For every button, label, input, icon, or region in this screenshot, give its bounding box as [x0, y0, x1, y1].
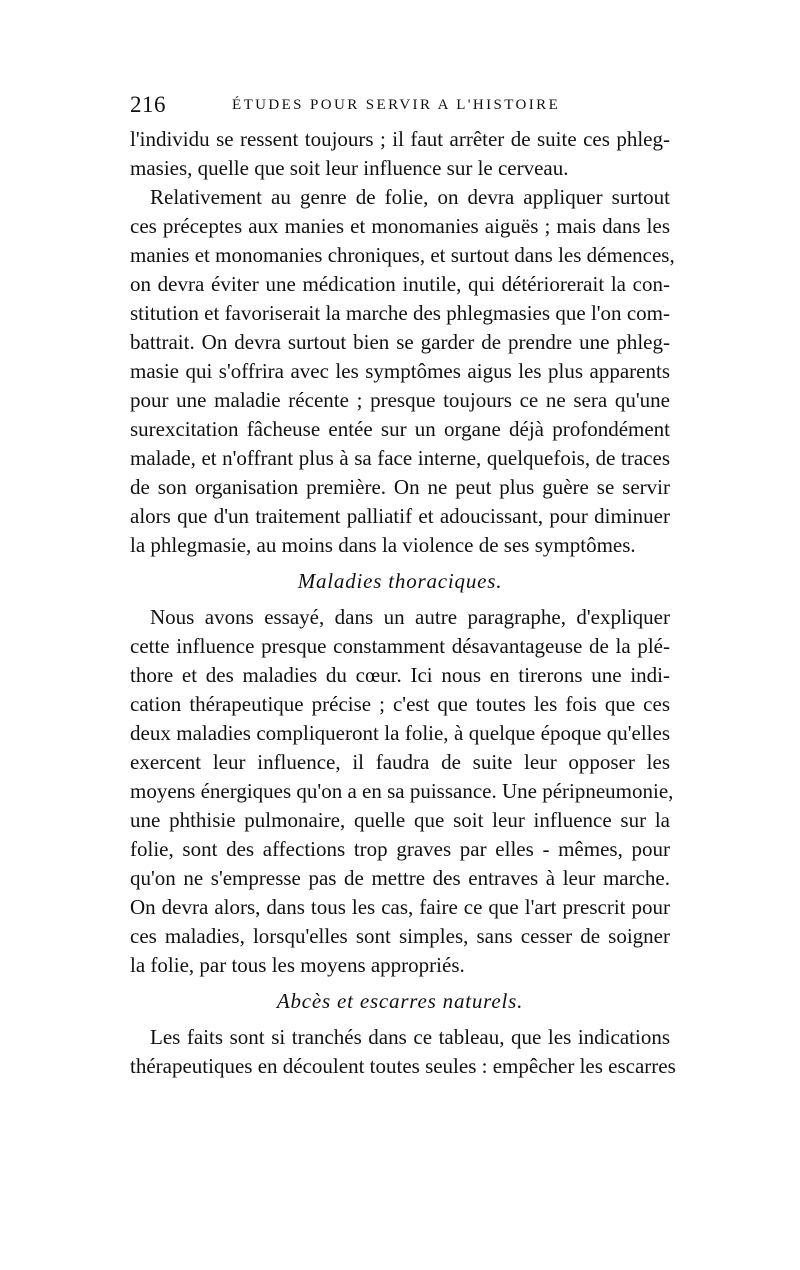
text-line: malade, et n'offrant plus à sa face interne, quelquefois, de traces — [130, 446, 670, 470]
text-line: thore et des maladies du cœur. Ici nous en tirerons une indi- — [130, 663, 670, 687]
text-line: de son organisation première. On ne peut plus guère se servir — [130, 475, 670, 499]
page-number: 216 — [130, 92, 166, 117]
text-line: exercent leur influence, il faudra de suite leur opposer les — [130, 750, 670, 774]
text-line: Nous avons essayé, dans un autre paragraphe, d'expliquer — [150, 605, 670, 629]
text-line: cation thérapeutique précise ; c'est que toutes les fois que ces — [130, 692, 670, 716]
text-line: alors que d'un traitement palliatif et adoucissant, pour diminuer — [130, 504, 670, 528]
text-line: on devra éviter une médication inutile, qui détériorerait la con- — [130, 272, 670, 296]
text-line: cette influence presque constamment désavantageuse de la plé- — [130, 634, 670, 658]
page-header — [130, 91, 670, 119]
text-line: masies, quelle que soit leur influence sur le cerveau. — [130, 156, 569, 180]
text-line: On devra alors, dans tous les cas, faire ce que l'art prescrit pour — [130, 895, 670, 919]
section-heading: Abcès et escarres naturels. — [276, 989, 524, 1013]
section-heading: Maladies thoraciques. — [297, 569, 503, 593]
text-line: ces préceptes aux manies et monomanies aiguës ; mais dans les — [130, 214, 670, 238]
text-line: la folie, par tous les moyens appropriés. — [130, 953, 465, 977]
text-line: ces maladies, lorsqu'elles sont simples, sans cesser de soigner — [130, 924, 670, 948]
text-line: stitution et favoriserait la marche des phlegmasies que l'on com- — [130, 301, 670, 325]
text-line: battrait. On devra surtout bien se garder de prendre une phleg- — [130, 330, 670, 354]
text-line: Relativement au genre de folie, on devra appliquer surtout — [150, 185, 670, 209]
text-line: masie qui s'offrira avec les symptômes aigus les plus apparents — [130, 359, 670, 383]
text-line: qu'on ne s'empresse pas de mettre des entraves à leur marche. — [130, 866, 670, 890]
text-line: la phlegmasie, au moins dans la violence de ses symptômes. — [130, 533, 636, 557]
text-line: Les faits sont si tranchés dans ce tableau, que les indications — [150, 1025, 670, 1049]
text-line: thérapeutiques en découlent toutes seules : empêcher les escarres — [130, 1054, 676, 1078]
text-line: surexcitation fâcheuse entée sur un organe déjà profondément — [130, 417, 670, 441]
text-line: manies et monomanies chroniques, et surtout dans les démences, — [130, 243, 675, 267]
text-line: pour une maladie récente ; presque toujours ce ne sera qu'une — [130, 388, 670, 412]
text-line: moyens énergiques qu'on a en sa puissance. Une péripneumonie, — [130, 779, 674, 803]
text-line: une phthisie pulmonaire, quelle que soit leur influence sur la — [130, 808, 670, 832]
text-line: folie, sont des affections trop graves par elles - mêmes, pour — [130, 837, 670, 861]
text-line: deux maladies compliqueront la folie, à quelque époque qu'elles — [130, 721, 670, 745]
text-line: l'individu se ressent toujours ; il faut arrêter de suite ces phleg- — [130, 127, 670, 151]
running-head: ÉTUDES POUR SERVIR A L'HISTOIRE — [232, 97, 561, 113]
